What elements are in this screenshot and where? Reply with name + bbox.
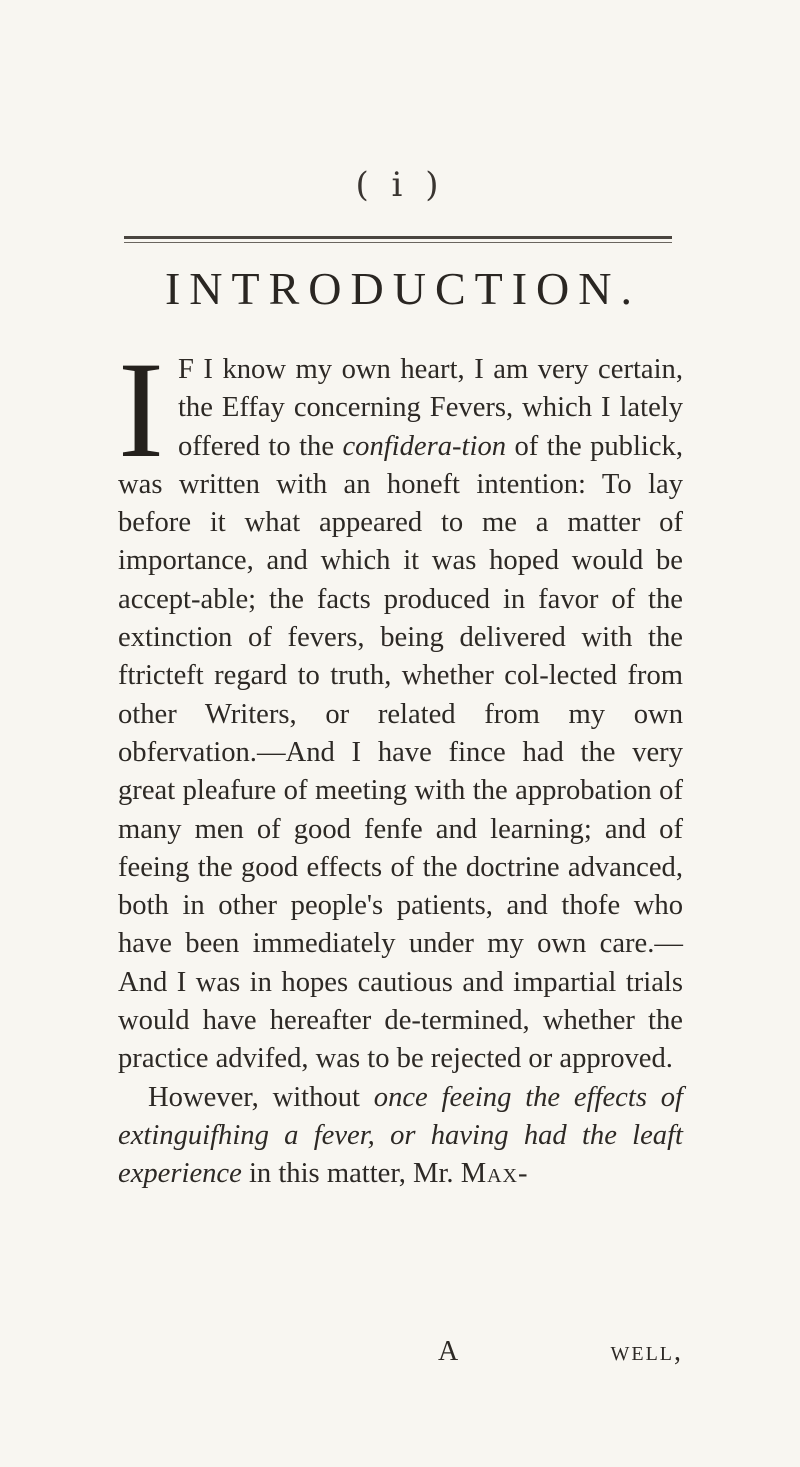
paragraph-2-italic: once feeing the effects of extinguifhing a fever, or having had the leaft experience [118, 1081, 683, 1190]
chapter-heading: INTRODUCTION. [164, 263, 641, 314]
paragraph-2 [118, 1079, 683, 1194]
body-text [118, 333, 683, 1194]
paragraph-2-rest: in this matter, Mr. [241, 1158, 461, 1190]
header-rule-thin [124, 242, 672, 243]
paragraph-1-italic: confidera-tion [342, 430, 507, 462]
paragraph-1-text: F I know my own heart, I am very certain, the Effay concerning Fevers, which I lately offered to the [177, 354, 683, 462]
paragraph-1 [118, 333, 683, 1079]
paragraph-2-start: However, without [148, 1081, 374, 1113]
paragraph-1-rest: of the publick, was written with an honeft intention: To lay before it what appeared to me a matter of importance, and which it was hoped would be accept-able; the facts produced in favor of the extinction of fevers, being delivered with the ftricteft regard to truth, whether col-lected from other Writers, or related from my own obfervation.—And I have fince had the very great pleafure of meeting with the approbation of many men of good fenfe and learning; and of feeing the good effects of the doctrine advanced, both in other people's patients, and thofe who have been immediately under my own care.—And I was in hopes cautious and impartial trials would have hereafter de-termined, whether the practice advifed, was to be rejected or approved. [118, 430, 683, 1075]
page-number: ( i ) [355, 165, 445, 205]
catch-line [118, 1336, 683, 1376]
paragraph-2-name: Max- [460, 1158, 529, 1190]
signature-mark: A [438, 1336, 459, 1367]
catchword: well, [610, 1336, 683, 1367]
header-rule [124, 236, 672, 239]
drop-cap: I [118, 333, 164, 486]
